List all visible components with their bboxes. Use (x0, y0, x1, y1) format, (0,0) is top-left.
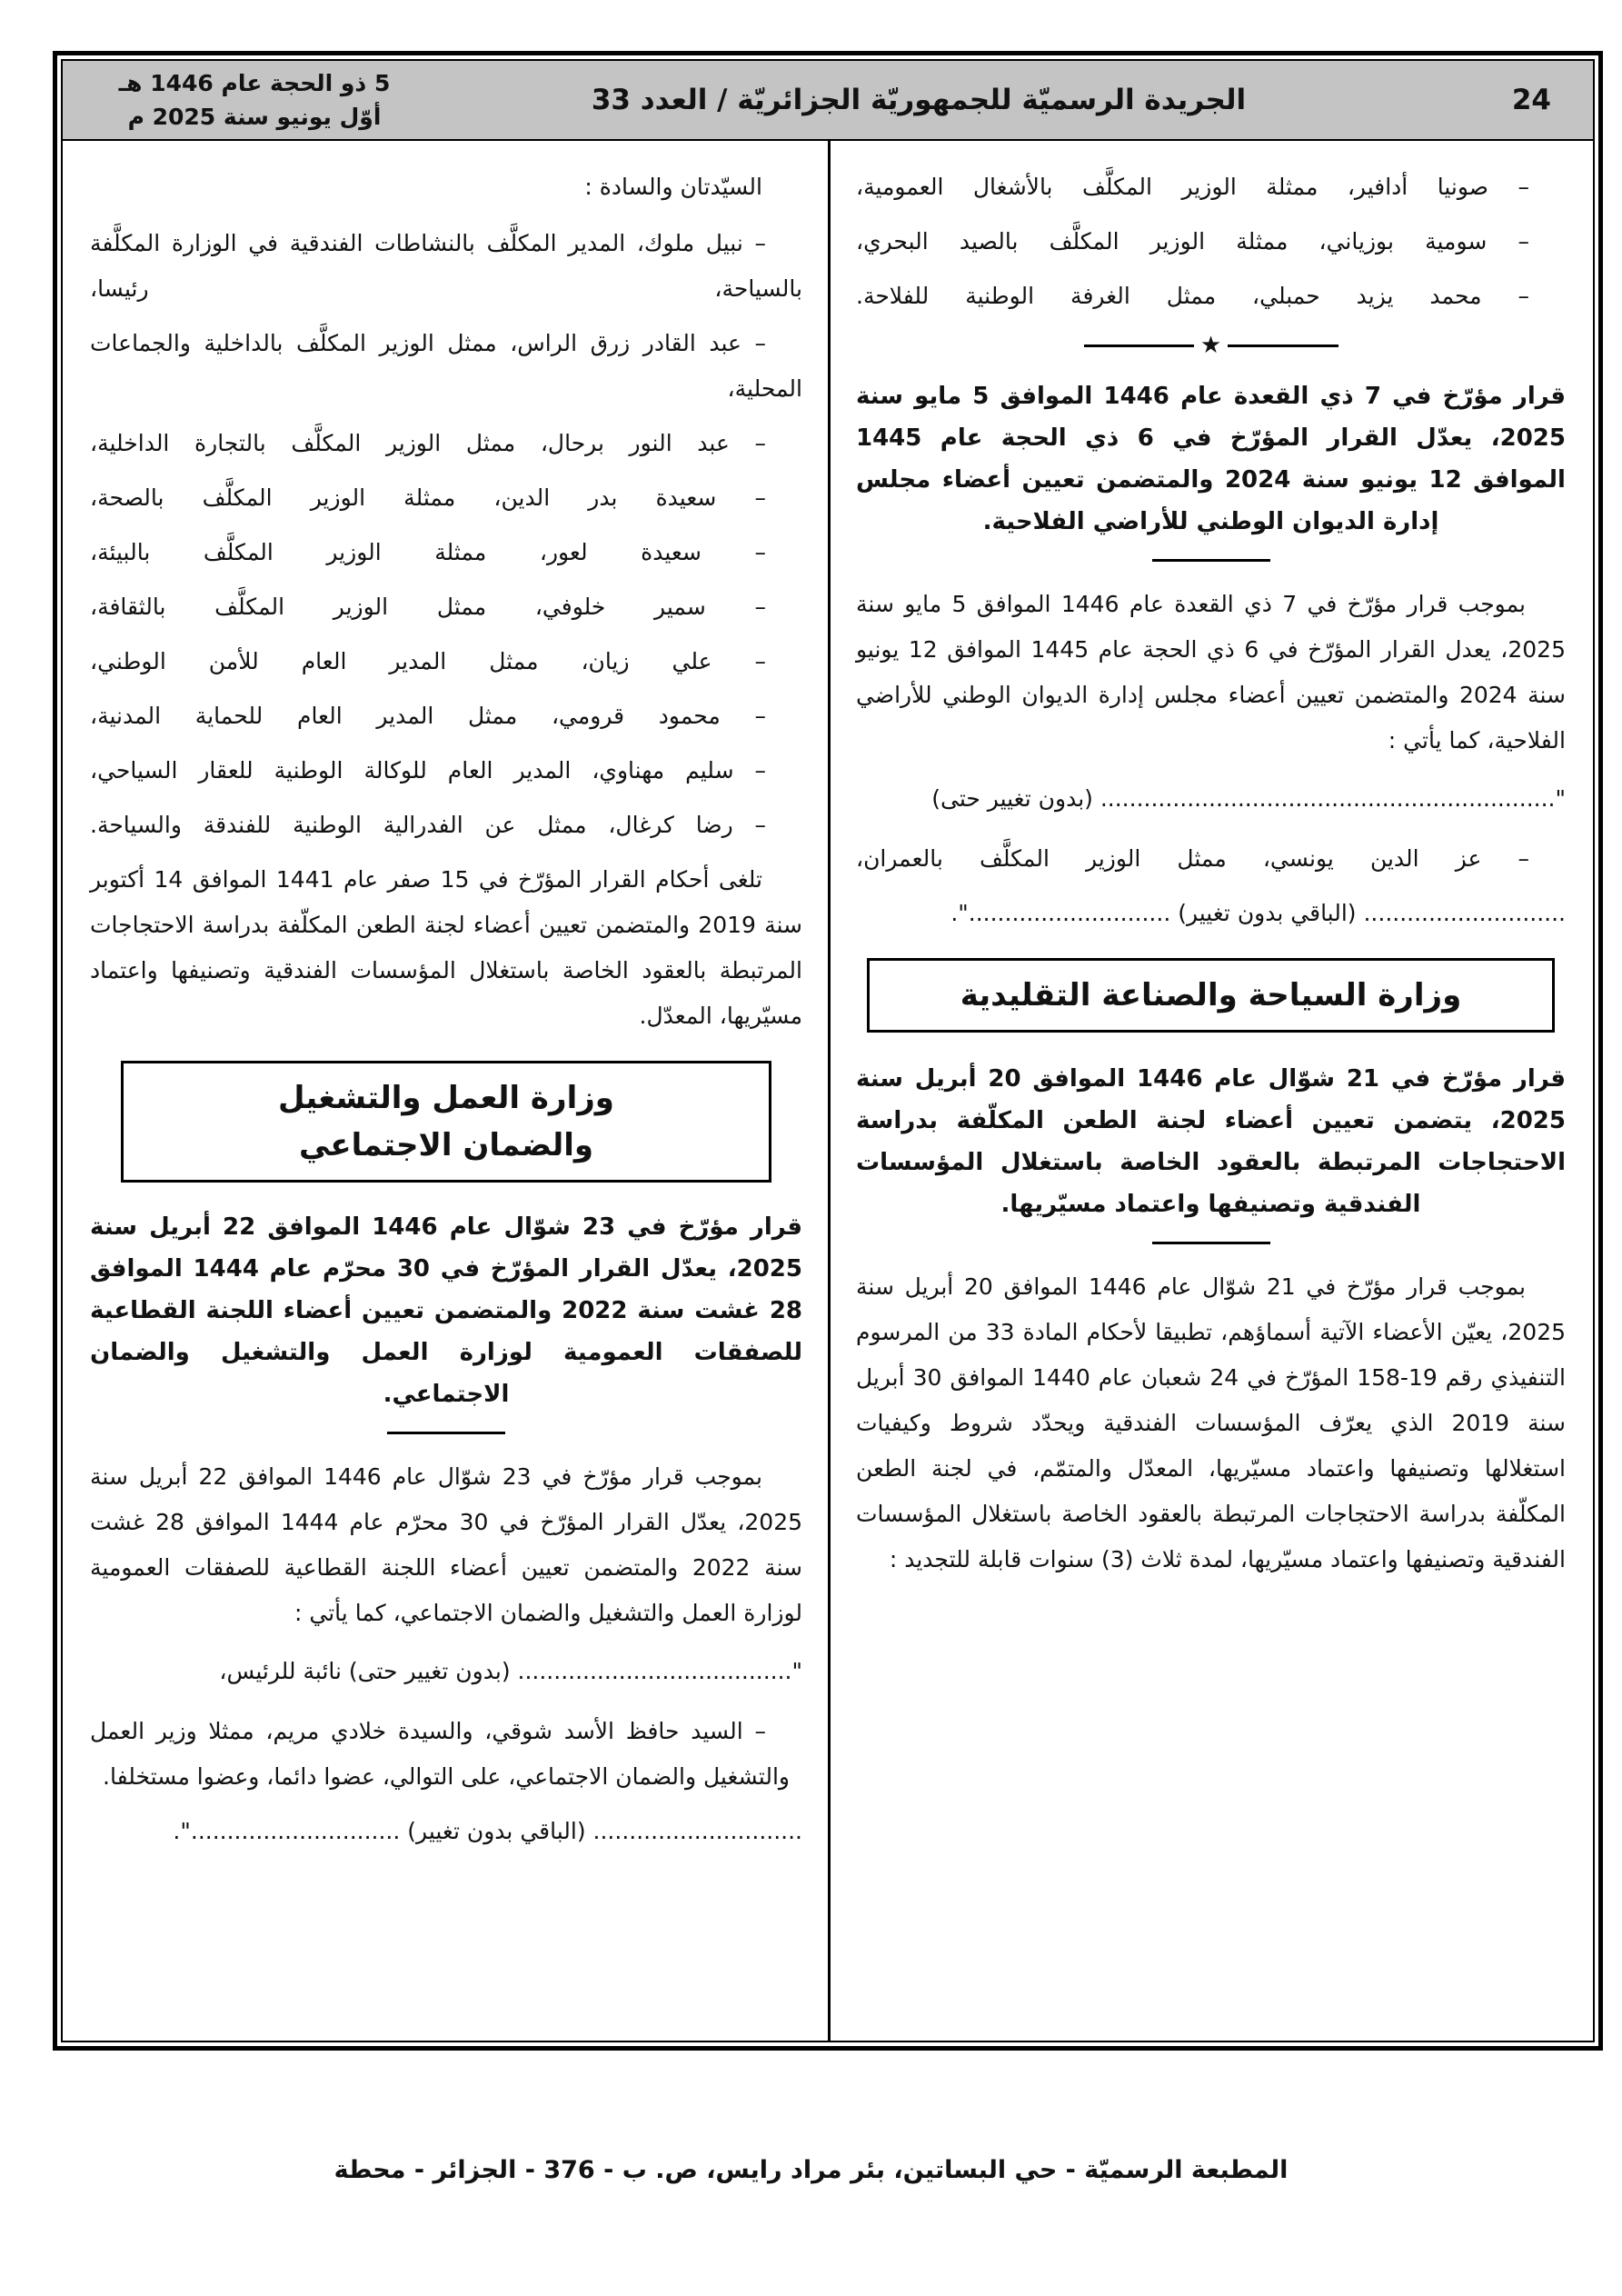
member-item: – عز الدين يونسي، ممثل الوزير المكلَّف بالعمران، (856, 845, 1529, 872)
quote-close-line: ............................. (الباقي بدون تغيير) .............................". (173, 1818, 802, 1844)
section-divider (387, 1432, 505, 1434)
member-item: – عبد النور برحال، ممثل الوزير المكلَّف بالتجارة الداخلية، (90, 430, 766, 456)
decree-title: قرار مؤرّخ في 21 شوّال عام 1446 الموافق 20 أبريل سنة 2025، يتضمن تعيين أعضاء لجنة الطعن المكلّفة بدراسة الاحتجاجات المرتبطة بالعقود الخاصة باستغلال المؤسسات الفندقية وتصنيفها واعتماد مسيّريها. (856, 1065, 1567, 1218)
decree-body: بموجب قرار مؤرّخ في 21 شوّال عام 1446 الموافق 20 أبريل سنة 2025، يعيّن الأعضاء الآتية أسماؤهم، تطبيقا لأحكام المادة 33 من المرسوم التنفيذي رقم 19-158 المؤرّخ في 24 شعبان عام 1440 الموافق 30 أبريل سنة 2019 الذي يعرّف المؤسسات الفندقية ويحدّد شروط وكيفيات استغلالها وتصنيفها واعتماد مسيّريها، المعدّل والمتمّم، في لجنة الطعن المكلّفة بدراسة الاحتجاجات المرتبطة بالعقود الخاصة باستغلال المؤسسات الفندقية وتصنيفها واعتماد مسيّريها، لمدة ثلاث (3) سنوات قابلة للتجديد : (856, 1273, 1567, 1572)
decree-title: قرار مؤرّخ في 7 ذي القعدة عام 1446 الموافق 5 مايو سنة 2025، يعدّل القرار المؤرّخ في 6 ذي الحجة عام 1445 الموافق 12 يونيو سنة 2024 والمتضمن تعيين أعضاء مجلس إدارة الديوان الوطني للأراضي الفلاحية. (856, 383, 1566, 535)
member-item: – عبد القادر زرق الراس، ممثل الوزير المكلَّف بالداخلية والجماعات المحلية، (90, 330, 802, 402)
section-divider (1152, 559, 1270, 562)
gregorian-date: أوّل يونيو سنة 2025 م (127, 104, 382, 130)
right-column (828, 141, 1593, 2041)
repeal-paragraph: تلغى أحكام القرار المؤرّخ في 15 صفر عام 1441 الموافق 14 أكتوبر سنة 2019 والمتضمن تعيين أعضاء لجنة الطعن المكلّفة بدراسة الاحتجاجات المرتبطة بالعقود الخاصة باستغلال المؤسسات الفندقية وتصنيفها واعتماد مسيّريها، المعدّل. (90, 866, 802, 1029)
member-item: – نبيل ملوك، المدير المكلَّف بالنشاطات الفندقية في الوزارة المكلَّفة بالسياحة، رئيسا، (90, 230, 802, 302)
member-item: – سعيدة بدر الدين، ممثلة الوزير المكلَّف بالصحة، (90, 484, 766, 511)
masthead (63, 61, 1593, 141)
star-divider (1084, 334, 1338, 357)
member-item: – صونيا أدافير، ممثلة الوزير المكلَّف بالأشغال العمومية، (856, 174, 1529, 200)
section-divider (1152, 1242, 1270, 1244)
ministry-heading-line: والضمان الاجتماعي (298, 1127, 593, 1163)
decree-title: قرار مؤرّخ في 23 شوّال عام 1446 الموافق 22 أبريل سنة 2025، يعدّل القرار المؤرّخ في 30 محرّم عام 1444 الموافق 28 غشت سنة 2022 والمتضمن تعيين أعضاء اللجنة القطاعية للصفقات العمومية لوزارة العمل والتشغيل والضمان الاجتماعي. (90, 1213, 802, 1408)
list-intro: السيّدتان والسادة : (584, 174, 762, 200)
member-item: – سليم مهناوي، المدير العام للوكالة الوطنية للعقار السياحي، (90, 757, 766, 784)
member-item: – السيد حافظ الأسد شوقي، والسيدة خلادي مريم، ممثلا وزير العمل والتشغيل والضمان الاجتماعي، على التوالي، عضوا دائما، وعضوا مستخلفا. (90, 1718, 790, 1790)
left-column (63, 141, 828, 2041)
member-item: – رضا كرغال، ممثل عن الفدرالية الوطنية للفندقة والسياحة. (90, 812, 766, 838)
page-number: 24 (1511, 84, 1551, 116)
member-item: – علي زيان، ممثل المدير العام للأمن الوطني، (90, 648, 766, 674)
gazette-title: الجريدة الرسميّة للجمهوريّة الجزائريّة / العدد 33 (591, 84, 1247, 116)
issue-dates (104, 66, 404, 134)
decree-body: بموجب قرار مؤرّخ في 23 شوّال عام 1446 الموافق 22 أبريل سنة 2025، يعدّل القرار المؤرّخ في 30 محرّم عام 1444 الموافق 28 غشت سنة 2022 والمتضمن تعيين أعضاء اللجنة القطاعية للصفقات العمومية لوزارة العمل والتشغيل والضمان الاجتماعي، كما يأتي : (90, 1463, 803, 1626)
quote-close-line: ............................ (الباقي بدون تغيير) ............................". (950, 900, 1566, 926)
page-frame (53, 51, 1603, 2051)
member-item: – سعيدة لعور، ممثلة الوزير المكلَّف بالبيئة، (90, 539, 766, 565)
ministry-heading-labour (121, 1061, 771, 1183)
star-icon: ★ (1199, 332, 1222, 359)
member-item: – سمير خلوفي، ممثل الوزير المكلَّف بالثقافة، (90, 594, 766, 620)
page-frame-inner (61, 59, 1595, 2042)
ministry-heading-tourism: وزارة السياحة والصناعة التقليدية (867, 958, 1555, 1033)
content-columns (63, 141, 1593, 2041)
hijri-date: 5 ذو الحجة عام 1446 هـ (118, 70, 391, 96)
member-item: – سومية بوزياني، ممثلة الوزير المكلَّف بالصيد البحري، (856, 228, 1529, 255)
quote-open-line: "...................................... (بدون تغيير حتى) نائبة للرئيس، (219, 1658, 802, 1684)
quote-open-line: "............................................................... (بدون تغيير حتى) (931, 785, 1566, 812)
divider-line (1084, 344, 1194, 347)
member-item: – محمود قرومي، ممثل المدير العام للحماية المدنية، (90, 703, 766, 729)
divider-line (1228, 344, 1338, 347)
member-item: – محمد يزيد حمبلي، ممثل الغرفة الوطنية للفلاحة. (856, 283, 1529, 309)
ministry-heading-line: وزارة العمل والتشغيل (278, 1080, 614, 1116)
decree-body: بموجب قرار مؤرّخ في 7 ذي القعدة عام 1446 الموافق 5 مايو سنة 2025، يعدل القرار المؤرّخ في 6 ذي الحجة عام 1445 الموافق 12 يونيو سنة 2024 والمتضمن تعيين أعضاء مجلس إدارة الديوان الوطني للأراضي الفلاحية، كما يأتي : (856, 591, 1566, 754)
imprint-footer: المطبعة الرسميّة - حي البساتين، بئر مراد رايس، ص. ب - 376 - الجزائر - محطة (333, 2156, 1289, 2184)
